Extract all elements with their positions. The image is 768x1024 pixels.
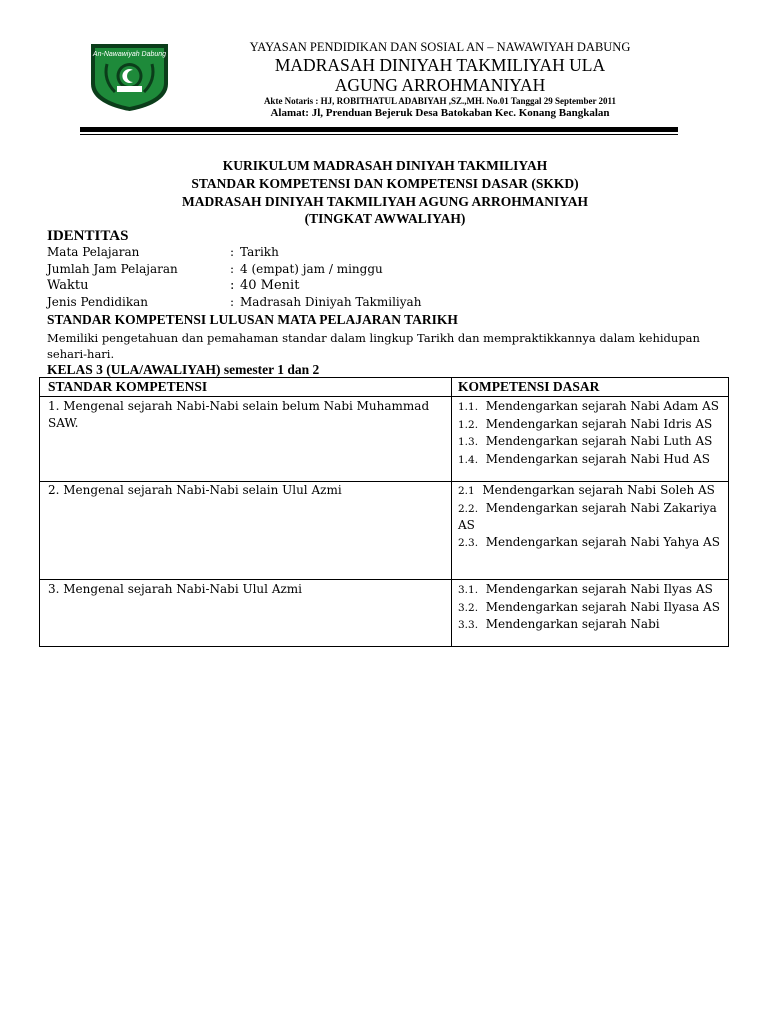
kd-item: 1.3. Mendengarkan sejarah Nabi Luth AS <box>458 434 713 449</box>
table-cell-standar: 2. Mengenal sejarah Nabi-Nabi selain Ulul Azmi <box>48 483 342 497</box>
identitas-colon: : <box>230 278 235 293</box>
skkd-table <box>39 377 729 647</box>
identitas-value: Tarikh <box>240 245 279 259</box>
table-row-divider <box>40 396 728 397</box>
identitas-colon: : <box>230 245 235 259</box>
identitas-value: Madrasah Diniyah Takmiliyah <box>240 295 422 309</box>
identitas-colon: : <box>230 295 235 309</box>
school-name-line2: AGUNG ARROHMANIYAH <box>334 75 546 95</box>
table-row-divider <box>40 579 728 580</box>
kd-item: 3.3. Mendengarkan sejarah Nabi <box>458 617 660 632</box>
doc-title-line2: STANDAR KOMPETENSI DAN KOMPETENSI DASAR (SKKD) <box>191 176 579 191</box>
identitas-heading: IDENTITAS <box>47 228 129 244</box>
table-cell-kompetensi <box>458 482 724 551</box>
kelas-heading: KELAS 3 (ULA/AWALIYAH) semester 1 dan 2 <box>47 362 320 377</box>
identitas-label: Mata Pelajaran <box>47 245 140 259</box>
doc-title-line3: MADRASAH DINIYAH TAKMILIYAH AGUNG ARROHMANIYAH <box>181 194 589 209</box>
identitas-label: Waktu <box>47 278 89 293</box>
foundation-name: YAYASAN PENDIDIKAN DAN SOSIAL AN – NAWAWIYAH DABUNG <box>249 40 631 54</box>
identitas-value: 40 Menit <box>240 278 300 293</box>
kd-item: 1.2. Mendengarkan sejarah Nabi Idris AS <box>458 416 713 431</box>
standar-lulusan-description: Memiliki pengetahuan dan pemahaman standar dalam lingkup Tarikh dan mempraktikkannya dalam kehidupan sehari-hari. <box>47 331 700 361</box>
logo-text: An-Nawawiyah Dabung <box>92 51 167 58</box>
doc-title-line4: (TINGKAT AWWALIYAH) <box>304 211 466 226</box>
kd-item: 2.2. Mendengarkan sejarah Nabi Zakariya AS <box>458 500 717 533</box>
table-header-standar: STANDAR KOMPETENSI <box>48 379 208 394</box>
table-column-divider <box>451 378 452 646</box>
kd-item: 2.3. Mendengarkan sejarah Nabi Yahya AS <box>458 534 720 549</box>
table-cell-kompetensi <box>458 581 724 634</box>
doc-title-line1: KURIKULUM MADRASAH DINIYAH TAKMILIYAH <box>222 158 548 173</box>
table-cell-standar: 1. Mengenal sejarah Nabi-Nabi selain belum Nabi Muhammad SAW. <box>48 399 430 430</box>
letterhead-divider-thick <box>80 127 678 132</box>
letterhead-divider-thin <box>80 134 678 135</box>
table-cell-standar: 3. Mengenal sejarah Nabi-Nabi Ulul Azmi <box>48 582 303 596</box>
table-header-kompetensi: KOMPETENSI DASAR <box>458 379 600 394</box>
kd-item: 1.4. Mendengarkan sejarah Nabi Hud AS <box>458 451 710 466</box>
standar-lulusan-heading: STANDAR KOMPETENSI LULUSAN MATA PELAJARAN TARIKH <box>47 312 458 327</box>
school-logo <box>87 40 172 112</box>
identitas-label: Jenis Pendidikan <box>47 295 149 309</box>
notary-deed: Akte Notaris : HJ, ROBITHATUL ADABIYAH ,SZ.,MH. No.01 Tanggal 29 September 2011 <box>263 96 617 106</box>
kd-item: 2.1 Mendengarkan sejarah Nabi Soleh AS <box>458 483 715 497</box>
kd-item: 1.1. Mendengarkan sejarah Nabi Adam AS <box>458 399 719 413</box>
kd-item: 3.2. Mendengarkan sejarah Nabi Ilyasa AS <box>458 599 720 614</box>
identitas-label: Jumlah Jam Pelajaran <box>47 262 178 276</box>
school-address: Alamat: Jl, Prenduan Bejeruk Desa Batokaban Kec. Konang Bangkalan <box>270 107 610 119</box>
identitas-colon: : <box>230 262 235 276</box>
kd-item: 3.1. Mendengarkan sejarah Nabi Ilyas AS <box>458 582 713 596</box>
identitas-value: 4 (empat) jam / minggu <box>240 262 383 276</box>
table-cell-kompetensi <box>458 398 724 468</box>
school-name-line1: MADRASAH DINIYAH TAKMILIYAH ULA <box>274 55 606 75</box>
